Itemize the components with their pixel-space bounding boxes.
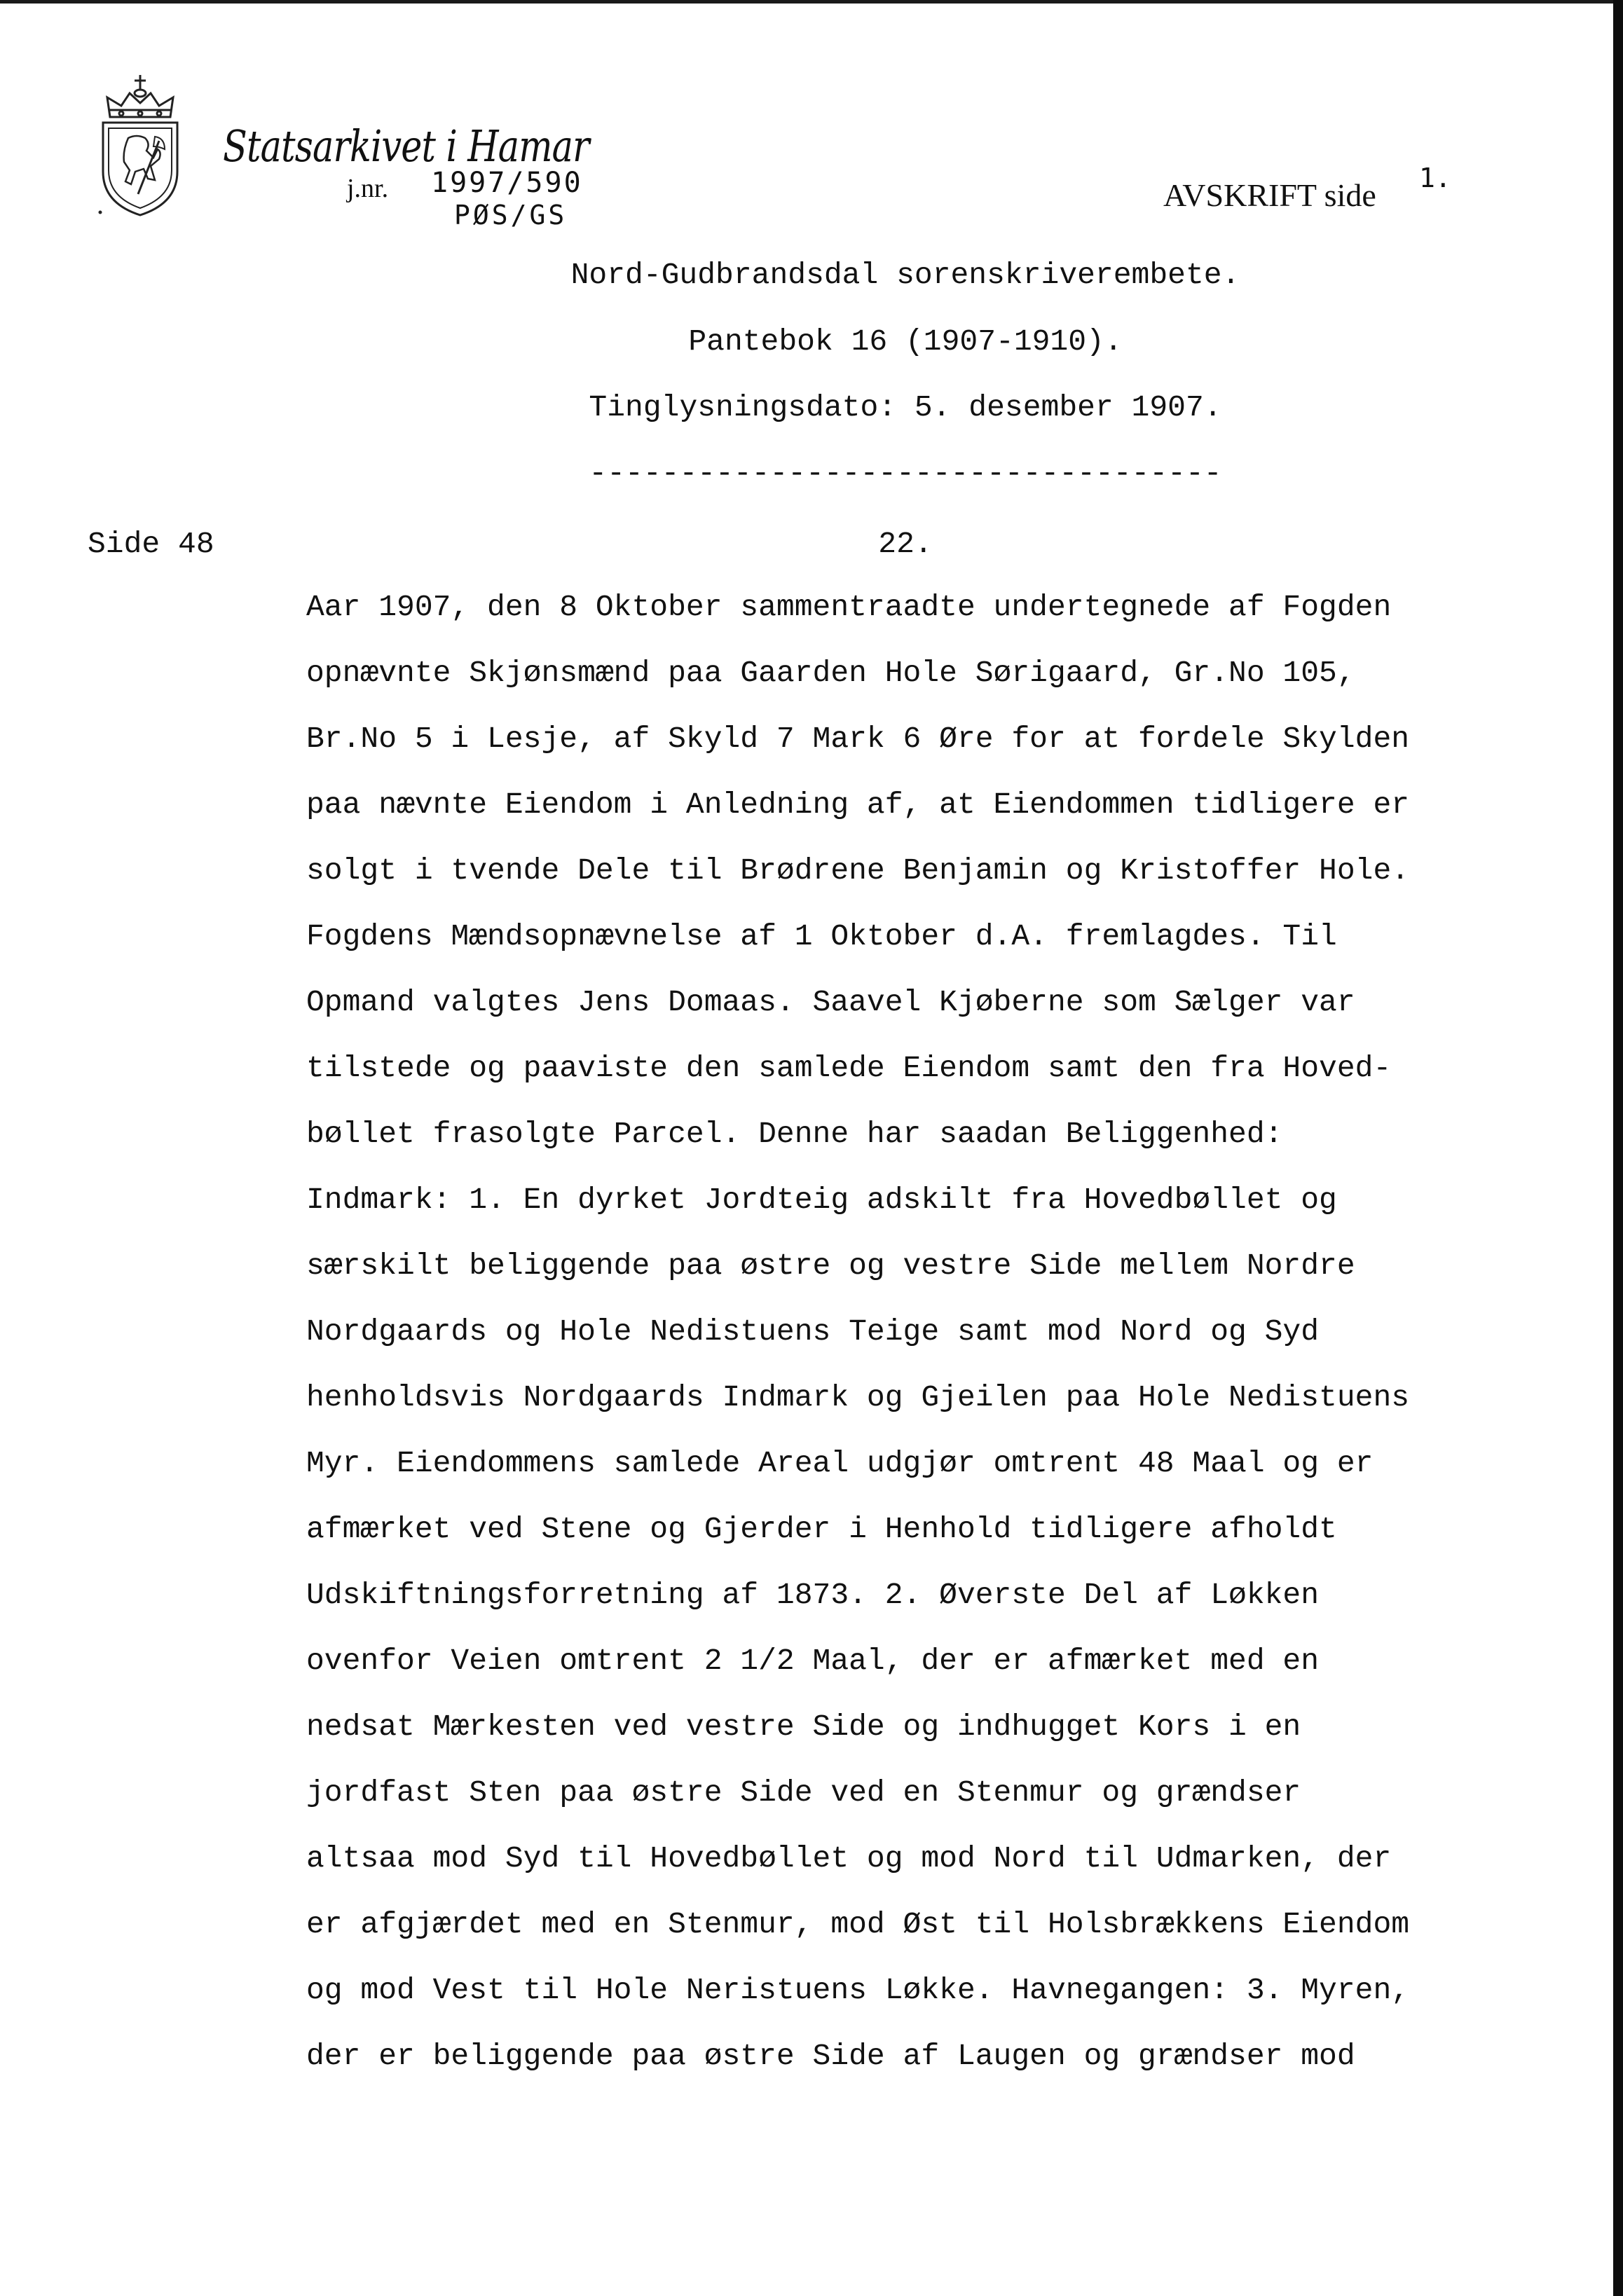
journal-number-label: j.nr.	[347, 174, 389, 203]
text-line: bøllet frasolgte Parcel. Denne har saadan Beliggenhed:	[306, 1117, 1283, 1151]
text-line: henholdsvis Nordgaards Indmark og Gjeilen paa Hole Nedistuens	[306, 1380, 1410, 1415]
scan-edge-top	[0, 0, 1623, 4]
title-divider: -----------------------------------	[589, 456, 1222, 490]
text-line: Udskiftningsforretning af 1873. 2. Øverste Del af Løkken	[306, 1578, 1320, 1612]
text-line: ovenfor Veien omtrent 2 1/2 Maal, der er afmærket med en	[306, 1644, 1320, 1678]
text-line: solgt i tvende Dele til Brødrene Benjamin og Kristoffer Hole.	[306, 853, 1410, 888]
journal-number-value: 1997/590	[431, 167, 583, 199]
transcript-body	[306, 586, 1568, 2101]
text-line: særskilt beliggende paa østre og vestre Side mellem Nordre	[306, 1249, 1355, 1283]
text-line: Indmark: 1. En dyrket Jordteig adskilt fra Hovedbøllet og	[306, 1183, 1337, 1217]
text-line: opnævnte Skjønsmænd paa Gaarden Hole Sørigaard, Gr.No 105,	[306, 656, 1355, 690]
text-line: paa nævnte Eiendom i Anledning af, at Eiendommen tidligere er	[306, 788, 1410, 822]
text-line: Aar 1907, den 8 Oktober sammentraadte undertegnede af Fogden	[306, 590, 1392, 624]
transcript-side-label: AVSKRIFT side	[1163, 177, 1376, 213]
clerk-signature: PØS/GS	[454, 200, 568, 231]
text-line: Myr. Eiendommens samlede Areal udgjør omtrent 48 Maal og er	[306, 1446, 1374, 1480]
text-line: altsaa mod Syd til Hovedbøllet og mod Nord til Udmarken, der	[306, 1841, 1392, 1876]
text-line: Nordgaards og Hole Nedistuens Teige samt mod Nord og Syd	[306, 1314, 1320, 1349]
transcript-page-number: 1.	[1419, 163, 1451, 193]
text-line: tilstede og paaviste den samlede Eiendom samt den fra Hoved-	[306, 1051, 1392, 1085]
text-line: der er beliggende paa østre Side af Laugen og grændser mod	[306, 2039, 1355, 2073]
text-line: og mod Vest til Hole Neristuens Løkke. Havnegangen: 3. Myren,	[306, 1973, 1410, 2007]
text-line: Fogdens Mændsopnævnelse af 1 Oktober d.A. fremlagdes. Til	[306, 919, 1337, 954]
archive-name: Statsarkivet i Hamar	[223, 121, 589, 172]
coat-of-arms-icon	[95, 74, 186, 221]
source-page-reference: Side 48	[88, 527, 214, 561]
office-title: Nord-Gudbrandsdal sorenskriverembete.	[570, 258, 1240, 292]
book-title: Pantebok 16 (1907-1910).	[688, 324, 1123, 359]
text-line: jordfast Sten paa østre Side ved en Stenmur og grændser	[306, 1775, 1301, 1810]
text-line: er afgjærdet med en Stenmur, mod Øst til Holsbrækkens Eiendom	[306, 1907, 1410, 1941]
text-line: nedsat Mærkesten ved vestre Side og indhugget Kors i en	[306, 1710, 1301, 1744]
text-line: Br.No 5 i Lesje, af Skyld 7 Mark 6 Øre for at fordele Skylden	[306, 722, 1410, 756]
entry-number: 22.	[878, 527, 933, 561]
text-line: afmærket ved Stene og Gjerder i Henhold tidligere afholdt	[306, 1512, 1337, 1546]
text-line: Opmand valgtes Jens Domaas. Saavel Kjøberne som Sælger var	[306, 985, 1355, 1019]
registration-date: Tinglysningsdato: 5. desember 1907.	[589, 390, 1222, 425]
